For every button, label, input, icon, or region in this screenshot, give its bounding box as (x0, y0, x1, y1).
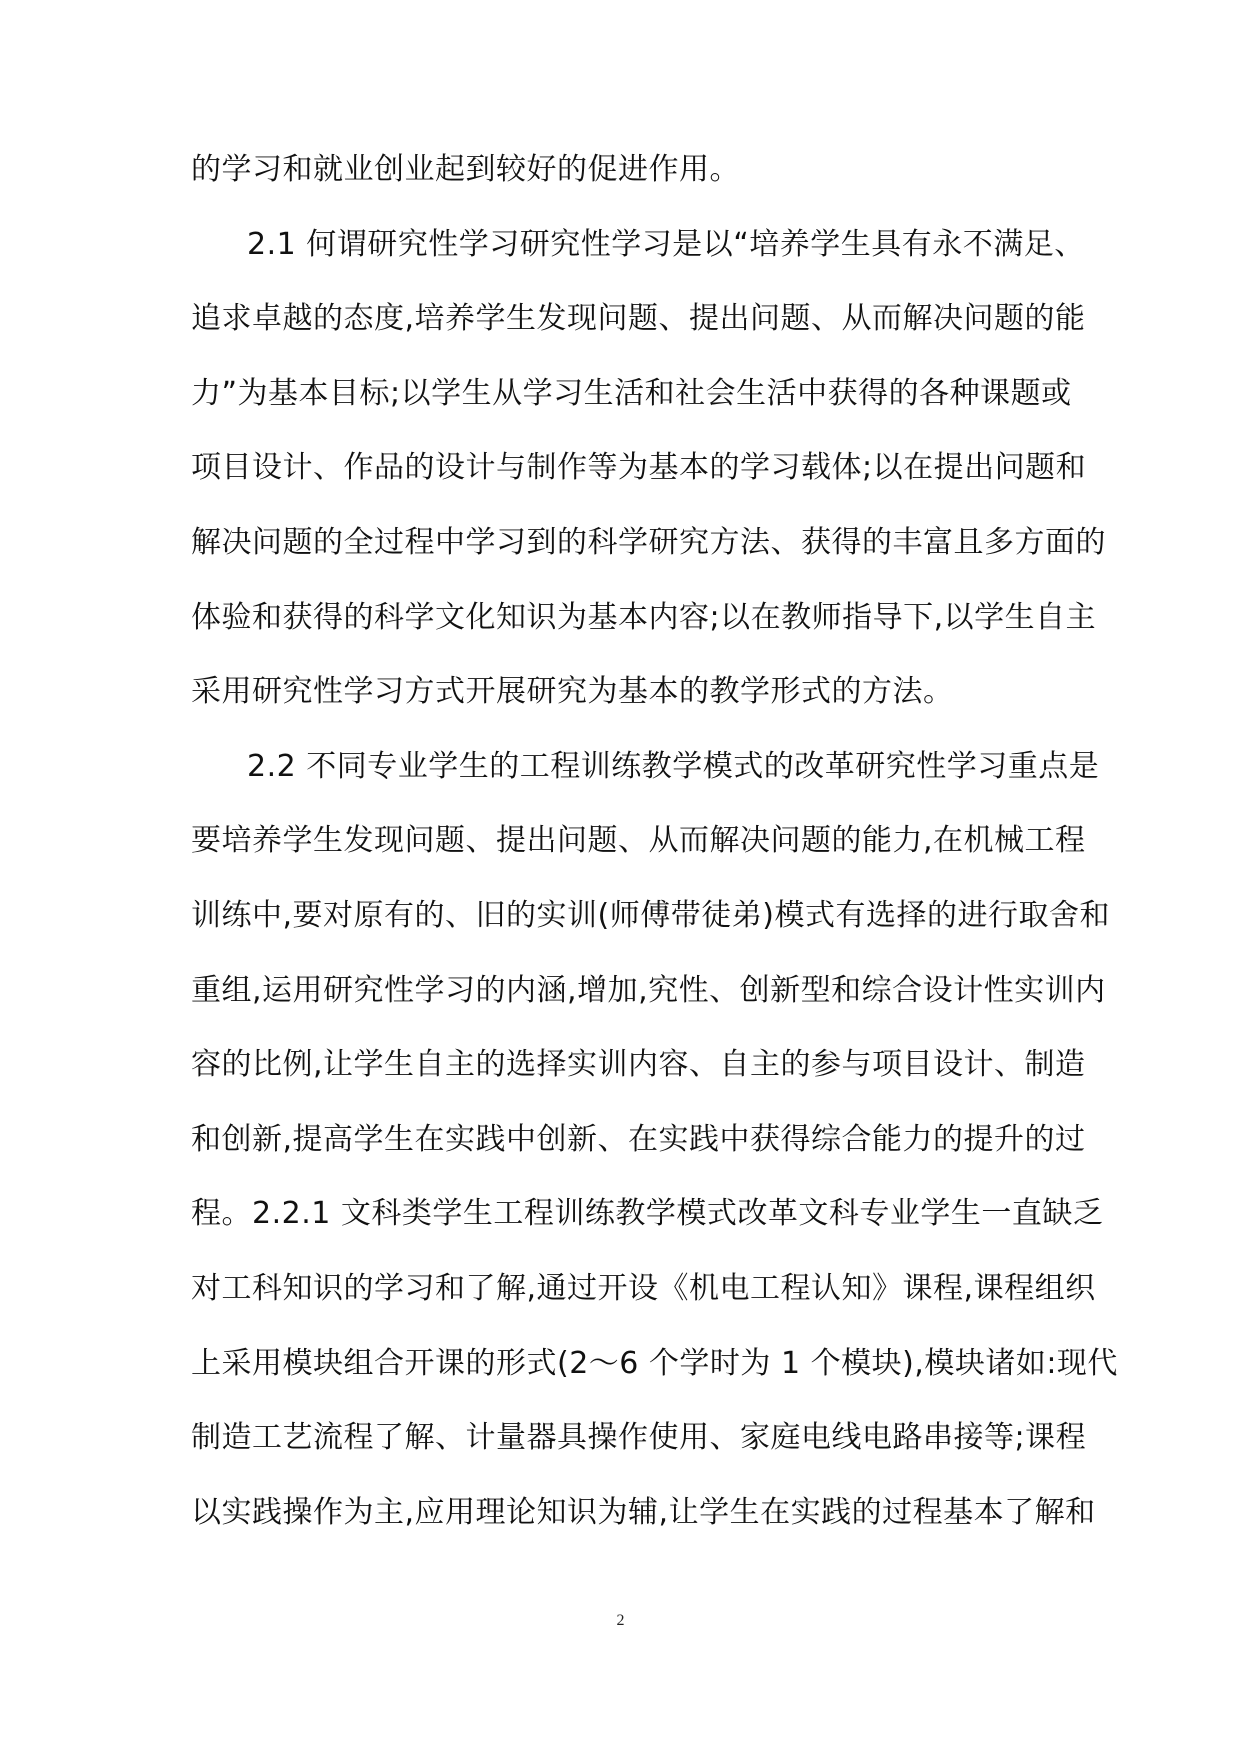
text-line: 容的比例,让学生自主的选择实训内容、自主的参与项目设计、制造 (191, 1047, 1086, 1083)
text-line: 重组,运用研究性学习的内涵,增加,究性、创新型和综合设计性实训内 (191, 972, 1106, 1008)
text-line: 力”为基本目标;以学生从学习生活和社会生活中获得的各种课题或 (191, 375, 1072, 411)
text-line: 体验和获得的科学文化知识为基本内容;以在教师指导下,以学生自主 (191, 599, 1097, 635)
text-line: 项目设计、作品的设计与制作等为基本的学习载体;以在提出问题和 (191, 450, 1087, 486)
text-line: 要培养学生发现问题、提出问题、从而解决问题的能力,在机械工程 (191, 823, 1086, 859)
text-line: 和创新,提高学生在实践中创新、在实践中获得综合能力的提升的过 (191, 1121, 1086, 1157)
text-line: 训练中,要对原有的、旧的实训(师傅带徒弟)模式有选择的进行取舍和 (191, 897, 1110, 933)
text-line: 上采用模块组合开课的形式(2～6 个学时为 1 个模块),模块诸如:现代 (191, 1345, 1118, 1381)
text-line: 程。2.2.1 文科类学生工程训练教学模式改革文科专业学生一直缺乏 (191, 1196, 1104, 1232)
text-line: 对工科知识的学习和了解,通过开设《机电工程认知》课程,课程组织 (191, 1270, 1096, 1306)
text-line: 的学习和就业创业起到较好的促进作用。 (191, 152, 740, 187)
text-line: 解决问题的全过程中学习到的科学研究方法、获得的丰富且多方面的 (191, 524, 1106, 560)
text-line: 2.1 何谓研究性学习研究性学习是以“培养学生具有永不满足、 (247, 226, 1085, 262)
body-text (191, 140, 1118, 1557)
text-line: 以实践操作为主,应用理论知识为辅,让学生在实践的过程基本了解和 (191, 1494, 1096, 1530)
page-number: 2 (616, 1612, 625, 1629)
text-line: 采用研究性学习方式开展研究为基本的教学形式的方法。 (191, 674, 954, 710)
text-line: 制造工艺流程了解、计量器具操作使用、家庭电线电路串接等;课程 (191, 1420, 1087, 1456)
text-line: 追求卓越的态度,培养学生发现问题、提出问题、从而解决问题的能 (191, 301, 1086, 337)
text-line: 2.2 不同专业学生的工程训练教学模式的改革研究性学习重点是 (247, 748, 1100, 784)
